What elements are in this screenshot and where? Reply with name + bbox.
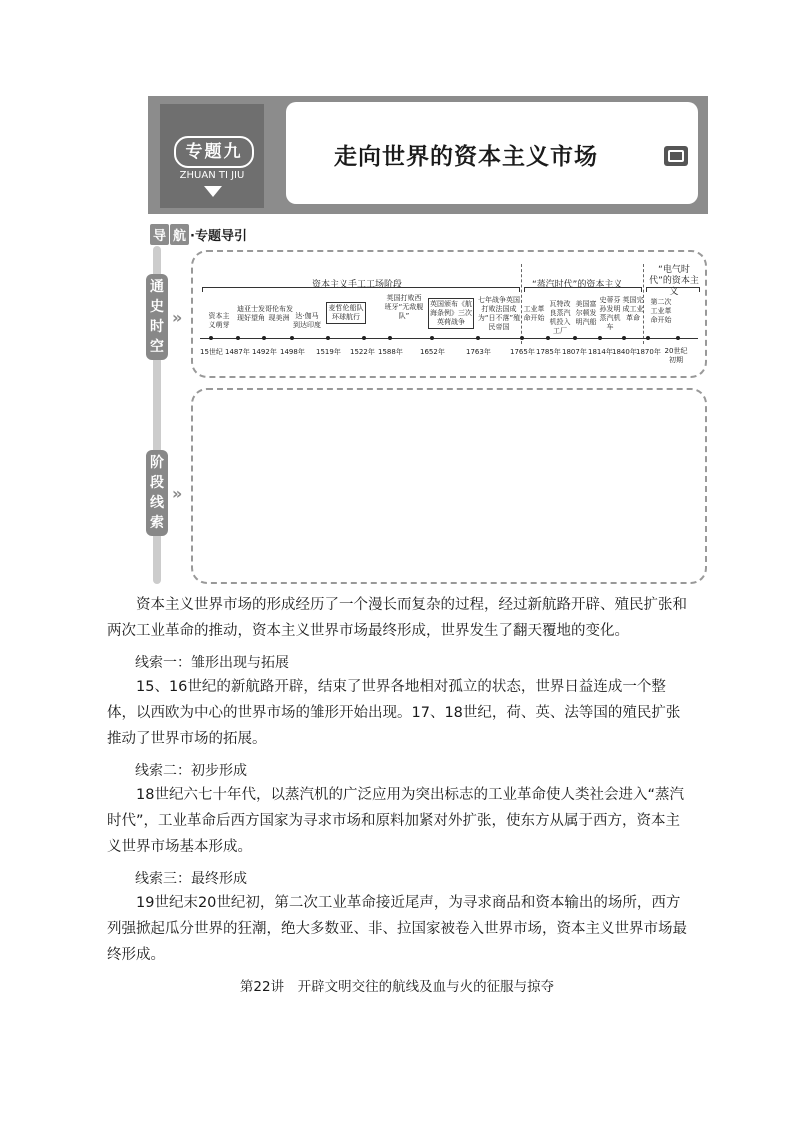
stage-2-bracket bbox=[524, 287, 642, 292]
timeline-dot bbox=[520, 336, 524, 340]
stage-1-bracket bbox=[202, 287, 520, 292]
timeline-event: 麦哲伦船队环球航行 bbox=[326, 302, 366, 324]
chevron-right-icon: » bbox=[172, 484, 183, 503]
timeline-year: 1588年 bbox=[378, 348, 403, 356]
timeline-event: 达·伽马到达印度 bbox=[293, 312, 321, 329]
badge-pinyin: ZHUAN TI JIU bbox=[179, 170, 245, 181]
timeline-event: 英国颁布《航海条例》三次英荷战争 bbox=[428, 298, 474, 329]
timeline-year: 1785年 bbox=[536, 348, 561, 356]
stage-1-title: 资本主义手工工场阶段 bbox=[312, 280, 403, 290]
timeline-year: 1814年 bbox=[588, 348, 613, 356]
timeline-dot bbox=[646, 336, 650, 340]
topic-badge bbox=[160, 104, 264, 208]
side-label-clues bbox=[146, 450, 168, 536]
chevron-right-icon: » bbox=[172, 308, 183, 327]
timeline-dot bbox=[290, 336, 294, 340]
side-char: 通 bbox=[150, 279, 164, 295]
timeline-event: 迪亚士发现好望角 bbox=[237, 305, 265, 322]
timeline-year: 1522年 bbox=[350, 348, 375, 356]
nav-tag-2: 航 bbox=[170, 224, 189, 245]
side-char: 索 bbox=[150, 515, 164, 531]
page-title: 走向世界的资本主义市场 bbox=[334, 144, 598, 170]
timeline-year: 1492年 bbox=[252, 348, 277, 356]
timeline-year: 1652年 bbox=[420, 348, 445, 356]
clue-1-label: 线索一：雏形出现与拓展 bbox=[135, 655, 289, 671]
timeline-dot bbox=[476, 336, 480, 340]
timeline-dot bbox=[326, 336, 330, 340]
timeline-dot bbox=[209, 336, 213, 340]
timeline-dot bbox=[388, 336, 392, 340]
clue-2-text: 18世纪六七十年代，以蒸汽机的广泛应用为突出标志的工业革命使人类社会进入“蒸汽时代”，工业革命后西方国家为寻求市场和原料加紧对外扩张，使东方从属于西方，资本主义世界市场基本形成。 bbox=[107, 787, 684, 855]
side-char: 线 bbox=[150, 495, 164, 511]
stage-3-bracket bbox=[646, 287, 700, 292]
timeline-event: 第二次工业革命开始 bbox=[650, 298, 672, 324]
timeline-dot bbox=[546, 336, 550, 340]
badge-number: 专题九 bbox=[174, 136, 254, 168]
timeline-year: 1807年 bbox=[562, 348, 587, 356]
nav-text: ·专题导引 bbox=[190, 229, 247, 244]
timeline-dot bbox=[676, 336, 680, 340]
side-char: 时 bbox=[150, 319, 164, 335]
intro-paragraph: 资本主义世界市场的形成经历了一个漫长而复杂的过程，经过新航路开辟、殖民扩张和两次工业革命的推动，资本主义世界市场最终形成，世界发生了翻天覆地的变化。 bbox=[107, 597, 687, 639]
timeline-event: 哥伦布发现美洲 bbox=[265, 305, 293, 322]
timeline-dot bbox=[573, 336, 577, 340]
book-icon bbox=[664, 146, 688, 166]
timeline-year: 1870年 bbox=[636, 348, 661, 356]
topic-header bbox=[148, 96, 708, 214]
timeline-year: 1763年 bbox=[466, 348, 491, 356]
timeline-event: 瓦特改良蒸汽机投入工厂 bbox=[549, 300, 571, 335]
timeline-year: 20世纪初期 bbox=[664, 347, 688, 364]
lesson-title: 第22讲 开辟文明交往的航线及血与火的征服与掠夺 bbox=[239, 979, 555, 995]
timeline-year: 15世纪 bbox=[200, 348, 223, 356]
side-label-timeline bbox=[146, 274, 168, 360]
timeline-event: 英国打败西班牙“无敌舰队” bbox=[384, 294, 424, 320]
nav-tag-1: 导 bbox=[150, 224, 169, 245]
title-box bbox=[286, 102, 698, 204]
timeline-dot bbox=[598, 336, 602, 340]
timeline-year: 1487年 bbox=[225, 348, 250, 356]
clue-2-label: 线索二：初步形成 bbox=[135, 763, 247, 779]
timeline-year: 1498年 bbox=[280, 348, 305, 356]
clue-3-label: 线索三：最终形成 bbox=[135, 871, 247, 887]
side-char: 史 bbox=[150, 299, 164, 315]
timeline-event: 英国完成工业革命 bbox=[622, 296, 644, 322]
timeline-dot bbox=[236, 336, 240, 340]
timeline-year: 1519年 bbox=[316, 348, 341, 356]
side-char: 阶 bbox=[150, 455, 164, 471]
timeline-dot bbox=[262, 336, 266, 340]
timeline-dot bbox=[430, 336, 434, 340]
side-char: 空 bbox=[150, 339, 164, 355]
timeline-dot bbox=[622, 336, 626, 340]
clue-1-text: 15、16世纪的新航路开辟，结束了世界各地相对孤立的状态，世界日益连成一个整体，以西欧为中心的世界市场的雏形开始出现。17、18世纪，荷、英、法等国的殖民扩张推动了世界市场的拓展。 bbox=[107, 679, 681, 747]
timeline-event: 史蒂芬孙发明蒸汽机车 bbox=[599, 296, 621, 331]
clue-3-text: 19世纪末20世纪初，第二次工业革命接近尾声，为寻求商品和资本输出的场所，西方列强掀起瓜分世界的狂潮，绝大多数亚、非、拉国家被卷入世界市场，资本主义世界市场最终形成。 bbox=[107, 895, 687, 963]
timeline-event: 美国富尔顿发明汽船 bbox=[575, 300, 597, 326]
timeline-year: 1840年 bbox=[612, 348, 637, 356]
timeline-event: 七年战争英国打败法国成为“日不落”殖民帝国 bbox=[477, 296, 521, 331]
stage-2-title: “蒸汽时代”的资本主义 bbox=[532, 280, 623, 290]
nav-label bbox=[150, 224, 247, 245]
triangle-icon bbox=[204, 186, 222, 197]
stage-3-title: “电气时代”的资本主义 bbox=[649, 265, 699, 297]
clues-panel bbox=[191, 388, 707, 584]
timeline-dot bbox=[362, 336, 366, 340]
side-char: 段 bbox=[150, 475, 164, 491]
timeline-event: 工业革命开始 bbox=[523, 305, 545, 322]
timeline-year: 1765年 bbox=[510, 348, 535, 356]
timeline-event: 资本主义萌芽 bbox=[208, 312, 230, 329]
